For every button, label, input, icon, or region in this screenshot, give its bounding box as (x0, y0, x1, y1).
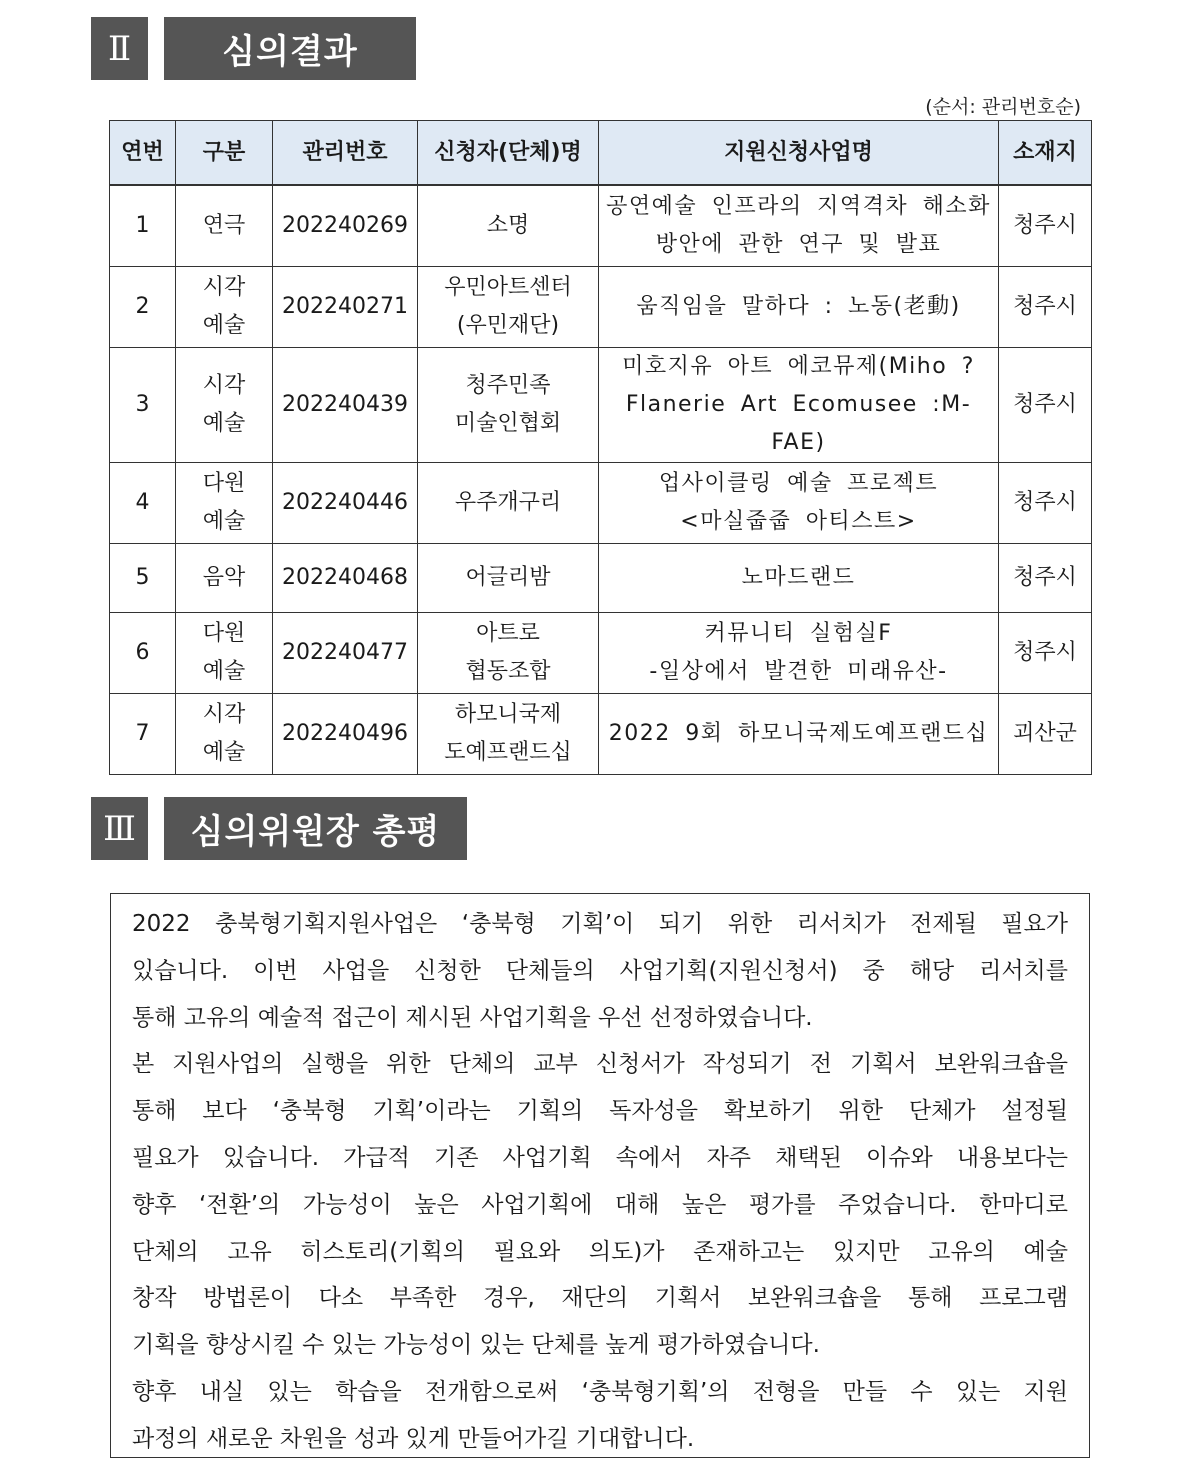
project-line: 공연예술 인프라의 지역격차 해소화 (606, 194, 991, 219)
cell-no: 6 (110, 613, 176, 694)
category-line: 음악 (202, 565, 246, 590)
review-line: 창작 방법론이 다소 부족한 경우, 재단의 기획서 보완워크숍을 통해 프로그램 (132, 1285, 1068, 1312)
category-line: 예술 (202, 313, 246, 338)
applicant-line: 청주민족 (465, 373, 551, 398)
project-line: 움직임을 말하다 : 노동(老動) (636, 294, 961, 319)
table-row (110, 348, 1092, 463)
table-header-row (110, 121, 1092, 186)
header-id: 관리번호 (273, 121, 418, 186)
category-line: 시각 (202, 702, 246, 727)
header-applicant: 신청자(단체)명 (418, 121, 599, 186)
cell-category (176, 463, 273, 544)
project-line: 2022 9회 하모니국제도예프랜드십 (608, 721, 989, 746)
project-line: 업사이클링 예술 프로젝트 (658, 471, 939, 496)
review-line: 과정의 새로운 차원을 성과 있게 만들어가길 기대합니다. (132, 1425, 695, 1452)
project-line: 노마드랜드 (741, 565, 856, 590)
cell-project (599, 463, 999, 544)
cell-location: 청주시 (999, 267, 1092, 348)
applicant-line: 하모니국제 (454, 702, 562, 727)
cell-location: 청주시 (999, 463, 1092, 544)
table-row (110, 185, 1092, 267)
applicant-line: 우주개구리 (454, 490, 562, 515)
project-line: 커뮤니티 실험실F (704, 621, 893, 646)
cell-project (599, 267, 999, 348)
cell-location: 청주시 (999, 544, 1092, 613)
table-row (110, 694, 1092, 775)
cell-category (176, 544, 273, 613)
category-line: 다원 (202, 471, 246, 496)
order-note: (순서: 관리번호순) (925, 96, 1081, 118)
header-no: 연번 (110, 121, 176, 186)
section-2-header (91, 17, 416, 80)
review-line: 통해 고유의 예술적 접근이 제시된 사업기획을 우선 선정하였습니다. (132, 1004, 813, 1031)
cell-location: 괴산군 (999, 694, 1092, 775)
table-row (110, 544, 1092, 613)
applicant-line: 우민아트센터 (444, 275, 572, 300)
table-row (110, 267, 1092, 348)
review-line: 2022 충북형기획지원사업은 ‘충북형 기획’이 되기 위한 리서치가 전제될 필요가 (132, 911, 1068, 937)
category-line: 시각 (202, 373, 246, 398)
cell-id: 202240468 (273, 544, 418, 613)
review-line: 통해 보다 ‘충북형 기획’이라는 기획의 독자성을 확보하기 위한 단체가 설정될 (132, 1098, 1068, 1125)
category-line: 예술 (202, 740, 246, 765)
applicant-line: 도예프랜드십 (444, 740, 572, 765)
review-line: 기획을 향상시킬 수 있는 가능성이 있는 단체를 높게 평가하였습니다. (132, 1332, 820, 1359)
cell-applicant (418, 463, 599, 544)
cell-applicant (418, 267, 599, 348)
category-line: 다원 (202, 621, 246, 646)
header-category: 구분 (176, 121, 273, 186)
table-row (110, 613, 1092, 694)
cell-id: 202240271 (273, 267, 418, 348)
review-line: 본 지원사업의 실행을 위한 단체의 교부 신청서가 작성되기 전 기획서 보완워크숍을 (132, 1051, 1068, 1078)
section-2-title: 심의결과 (164, 17, 416, 80)
cell-id: 202240496 (273, 694, 418, 775)
review-result-table (109, 120, 1092, 775)
section-3-title: 심의위원장 총평 (164, 797, 467, 860)
cell-project (599, 694, 999, 775)
category-line: 시각 (202, 275, 246, 300)
cell-no: 5 (110, 544, 176, 613)
cell-category (176, 348, 273, 463)
cell-no: 1 (110, 185, 176, 267)
review-line: 향후 내실 있는 학습을 전개함으로써 ‘충북형기획’의 전형을 만들 수 있는 지원 (132, 1378, 1068, 1405)
header-project: 지원신청사업명 (599, 121, 999, 186)
applicant-line: 미술인협회 (454, 411, 562, 436)
table-row (110, 463, 1092, 544)
section-2-number: Ⅱ (91, 17, 148, 80)
project-line: Flanerie Art Ecomusee :M-FAE) (625, 392, 972, 455)
category-line: 예술 (202, 411, 246, 436)
cell-applicant (418, 348, 599, 463)
review-line: 있습니다. 이번 사업을 신청한 단체들의 사업기획(지원신청서) 중 해당 리서치를 (132, 957, 1068, 984)
applicant-line: 아트로 (476, 621, 540, 646)
cell-category (176, 267, 273, 348)
cell-category (176, 613, 273, 694)
section-3-number: Ⅲ (91, 797, 148, 860)
cell-applicant (418, 694, 599, 775)
project-line: 방안에 관한 연구 및 발표 (655, 232, 942, 257)
project-line: -일상에서 발견한 미래유산- (649, 659, 948, 684)
cell-project (599, 544, 999, 613)
section-3-header (91, 797, 467, 860)
cell-no: 4 (110, 463, 176, 544)
cell-project (599, 613, 999, 694)
applicant-line: (우민재단) (456, 313, 560, 338)
cell-category (176, 185, 273, 267)
cell-project (599, 348, 999, 463)
cell-id: 202240439 (273, 348, 418, 463)
review-line: 필요가 있습니다. 가급적 기존 사업기획 속에서 자주 채택된 이슈와 내용보다는 (132, 1144, 1068, 1171)
cell-no: 3 (110, 348, 176, 463)
applicant-line: 어글리밤 (465, 565, 551, 590)
cell-project (599, 185, 999, 267)
cell-no: 7 (110, 694, 176, 775)
cell-id: 202240446 (273, 463, 418, 544)
applicant-line: 협동조합 (465, 659, 551, 684)
header-location: 소재지 (999, 121, 1092, 186)
category-line: 예술 (202, 659, 246, 684)
review-line: 향후 ‘전환’의 가능성이 높은 사업기획에 대해 높은 평가를 주었습니다. 한마디로 (132, 1191, 1068, 1218)
cell-applicant (418, 613, 599, 694)
category-line: 예술 (202, 509, 246, 534)
category-line: 연극 (202, 213, 246, 238)
cell-location: 청주시 (999, 348, 1092, 463)
project-line: 미호지유 아트 에코뮤제(Miho ? (622, 354, 975, 379)
cell-id: 202240477 (273, 613, 418, 694)
cell-category (176, 694, 273, 775)
cell-applicant (418, 544, 599, 613)
cell-no: 2 (110, 267, 176, 348)
review-line: 단체의 고유 히스토리(기획의 필요와 의도)가 존재하고는 있지만 고유의 예술 (132, 1238, 1068, 1265)
cell-location: 청주시 (999, 613, 1092, 694)
cell-id: 202240269 (273, 185, 418, 267)
cell-location: 청주시 (999, 185, 1092, 267)
applicant-line: 소명 (486, 213, 530, 238)
project-line: <마실줍줍 아티스트> (680, 509, 917, 534)
chair-review-box (110, 893, 1090, 1458)
cell-applicant (418, 185, 599, 267)
